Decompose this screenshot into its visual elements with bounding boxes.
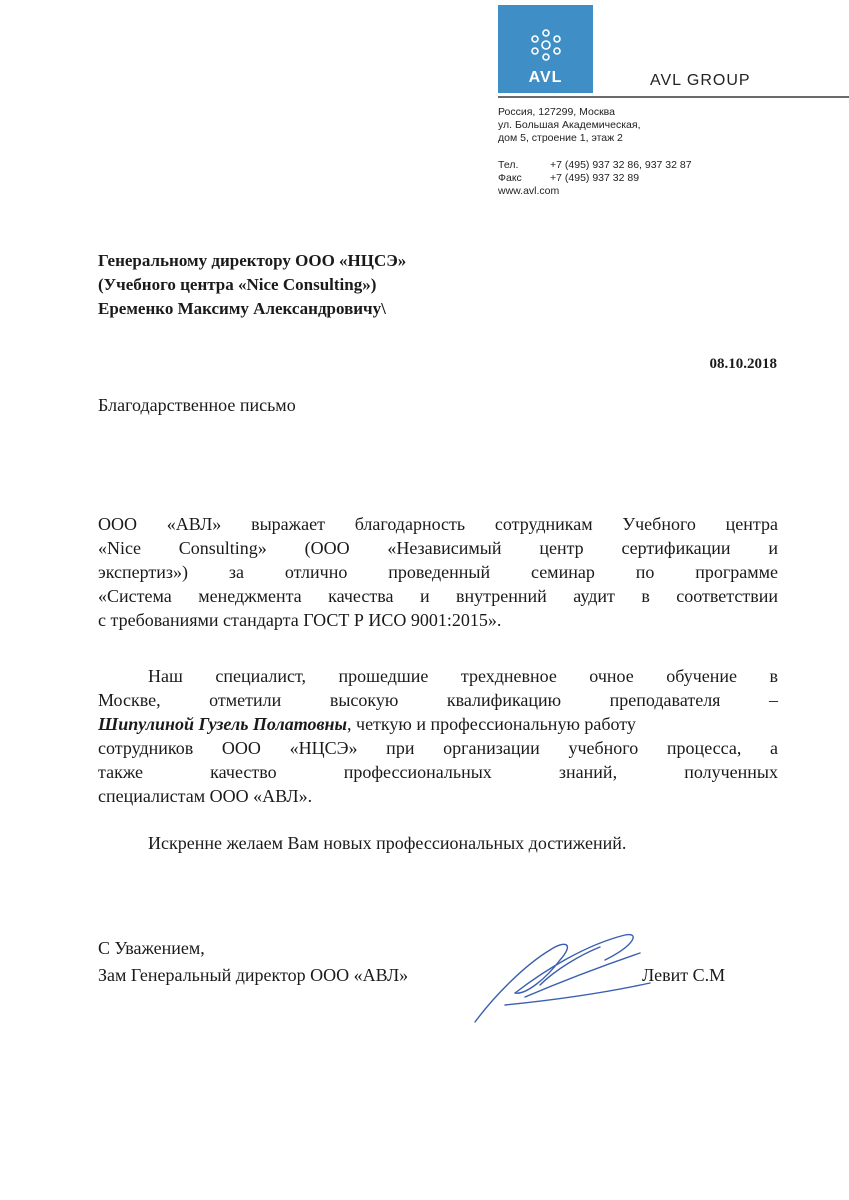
addressee-line-1: Генеральному директору ООО «НЦСЭ»: [98, 251, 407, 270]
closing-greeting: С Уважением,: [98, 938, 205, 958]
addressee-block: [98, 249, 406, 321]
handwritten-signature: [455, 925, 655, 1025]
paragraph-1-line: с требованиями стандарта ГОСТ Р ИСО 9001:2015».: [98, 610, 502, 630]
company-logo: [498, 5, 593, 93]
logo-text: AVL: [528, 69, 563, 86]
signer-position: Зам Генеральный директор ООО «АВЛ»: [98, 965, 409, 985]
paragraph-1-line: экспертиз») за отлично проведенный семинар по программе: [98, 562, 778, 582]
addressee-line-3: Еременко Максиму Александровичу\: [98, 299, 386, 318]
paragraph-2-line: специалистам ООО «АВЛ».: [98, 786, 313, 806]
lecturer-name: Шипулиной Гузель Полатовны: [98, 714, 348, 734]
signer-name: Левит С.М: [642, 965, 726, 985]
paragraph-1-line: ООО «АВЛ» выражает благодарность сотрудникам Учебного центра: [98, 514, 778, 534]
paragraph-1: [98, 512, 778, 632]
fax-label: Факс: [498, 172, 522, 184]
phone-value: +7 (495) 937 32 86, 937 32 87: [550, 159, 692, 171]
paragraph-2-line: Наш специалист, прошедшие трехдневное очное обучение в: [148, 666, 778, 686]
paragraph-1-line: «Система менеджмента качества и внутренний аудит в соответствии: [98, 586, 778, 606]
addressee-line-2: (Учебного центра «Nice Consulting»): [98, 275, 377, 294]
header-divider: [498, 96, 849, 98]
letter-title: Благодарственное письмо: [98, 395, 296, 415]
paragraph-2-line: Москве, отметили высокую квалификацию преподавателя –: [98, 690, 778, 710]
phone-label: Тел.: [498, 159, 519, 171]
fax-value: +7 (495) 937 32 89: [550, 172, 640, 184]
paragraph-2: [98, 664, 778, 808]
letter-date: 08.10.2018: [709, 356, 777, 372]
address-line-1: Россия, 127299, Москва: [498, 106, 615, 118]
address-line-3: дом 5, строение 1, этаж 2: [498, 132, 623, 144]
company-group-name: AVL GROUP: [650, 72, 751, 89]
paragraph-3: Искренне желаем Вам новых профессиональных достижений.: [148, 833, 627, 853]
paragraph-1-line: «Nice Consulting» (ООО «Независимый центр сертификации и: [98, 538, 778, 558]
address-line-2: ул. Большая Академическая,: [498, 119, 641, 131]
paragraph-2-line-rest: , четкую и профессиональную работу: [347, 714, 636, 734]
paragraph-2-line: также качество профессиональных знаний, полученных: [98, 762, 778, 782]
paragraph-2-line: сотрудников ООО «НЦСЭ» при организации учебного процесса, а: [98, 738, 778, 758]
logo-mark-icon: [526, 25, 566, 65]
website-link[interactable]: www.avl.com: [498, 185, 560, 197]
paragraph-2-line: [98, 712, 778, 736]
